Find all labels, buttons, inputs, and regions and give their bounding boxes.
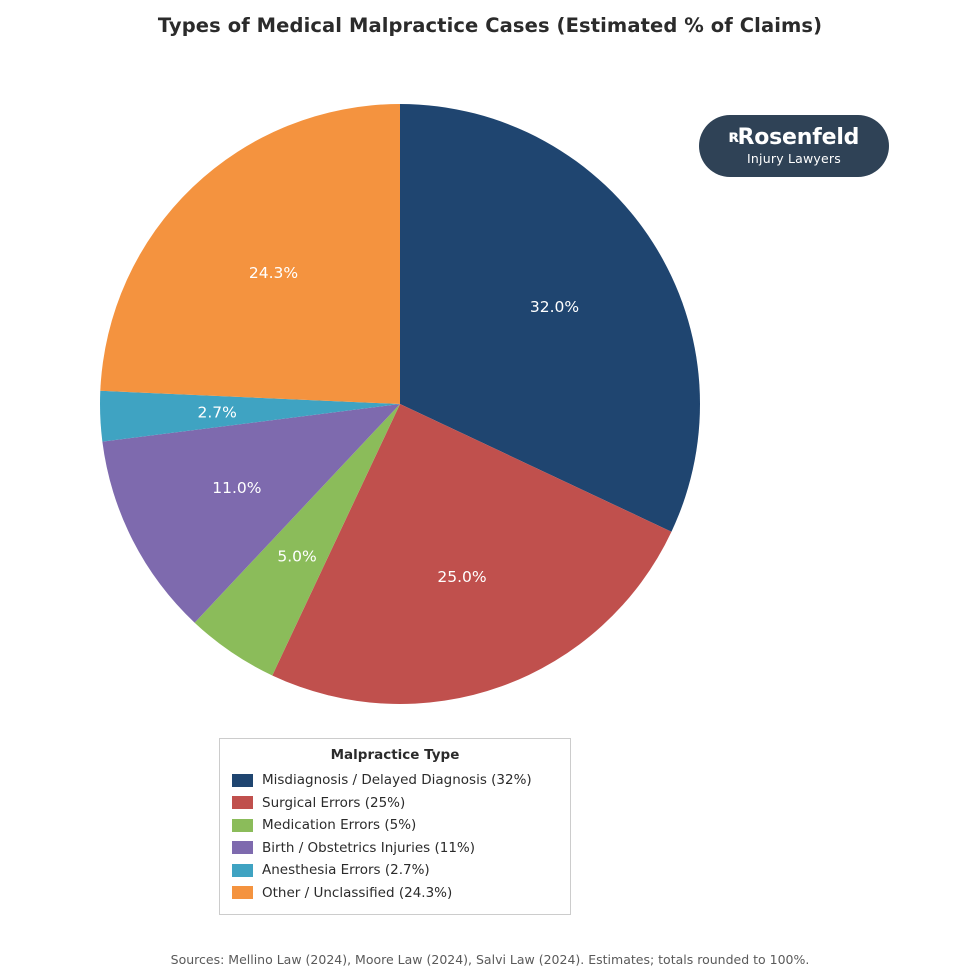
legend-label: Medication Errors (5%): [262, 817, 417, 834]
legend-swatch-icon: [232, 796, 253, 809]
logo-tagline: Injury Lawyers: [747, 150, 841, 166]
rosenfeld-logo: [699, 115, 889, 177]
pie-label-5: 2.7%: [197, 403, 237, 422]
pie-label-2: 25.0%: [437, 568, 487, 587]
logo-mark-icon: ʀ: [728, 127, 740, 148]
pie-slices: [100, 104, 700, 704]
legend-title: Malpractice Type: [330, 747, 460, 763]
legend-swatch-icon: [232, 886, 253, 899]
pie-chart-svg: [98, 102, 702, 706]
legend-item[interactable]: [232, 882, 558, 905]
legend-item[interactable]: [232, 837, 558, 860]
legend-label: Anesthesia Errors (2.7%): [262, 862, 430, 879]
pie-label-1: 32.0%: [529, 297, 580, 316]
legend-swatch-icon: [232, 864, 253, 877]
legend-label: Misdiagnosis / Delayed Diagnosis (32%): [262, 772, 532, 789]
legend-label: Other / Unclassified (24.3%): [262, 884, 453, 901]
chart-title: Types of Medical Malpractice Cases (Estimated % of Claims): [157, 14, 823, 37]
pie-label-6: 24.3%: [248, 263, 299, 282]
logo-wordmark: [729, 126, 859, 149]
legend-label: Surgical Errors (25%): [262, 794, 406, 811]
legend-label: Birth / Obstetrics Injuries (11%): [262, 839, 476, 856]
legend-item[interactable]: [232, 792, 558, 815]
legend-swatch-icon: [232, 841, 253, 854]
source-note: Sources: Mellino Law (2024), Moore Law (2024), Salvi Law (2024). Estimates; totals rounded to 100%.: [170, 952, 810, 967]
legend-swatch-icon: [232, 819, 253, 832]
chart-legend: [219, 738, 571, 915]
pie-slice-6[interactable]: [100, 104, 400, 404]
pie-label-4: 11.0%: [212, 479, 262, 498]
legend-item[interactable]: [232, 859, 558, 882]
legend-item[interactable]: [232, 814, 558, 837]
pie-label-3: 5.0%: [277, 547, 317, 566]
legend-item[interactable]: [232, 769, 558, 792]
legend-swatch-icon: [232, 774, 253, 787]
logo-name: Rosenfeld: [737, 125, 860, 151]
